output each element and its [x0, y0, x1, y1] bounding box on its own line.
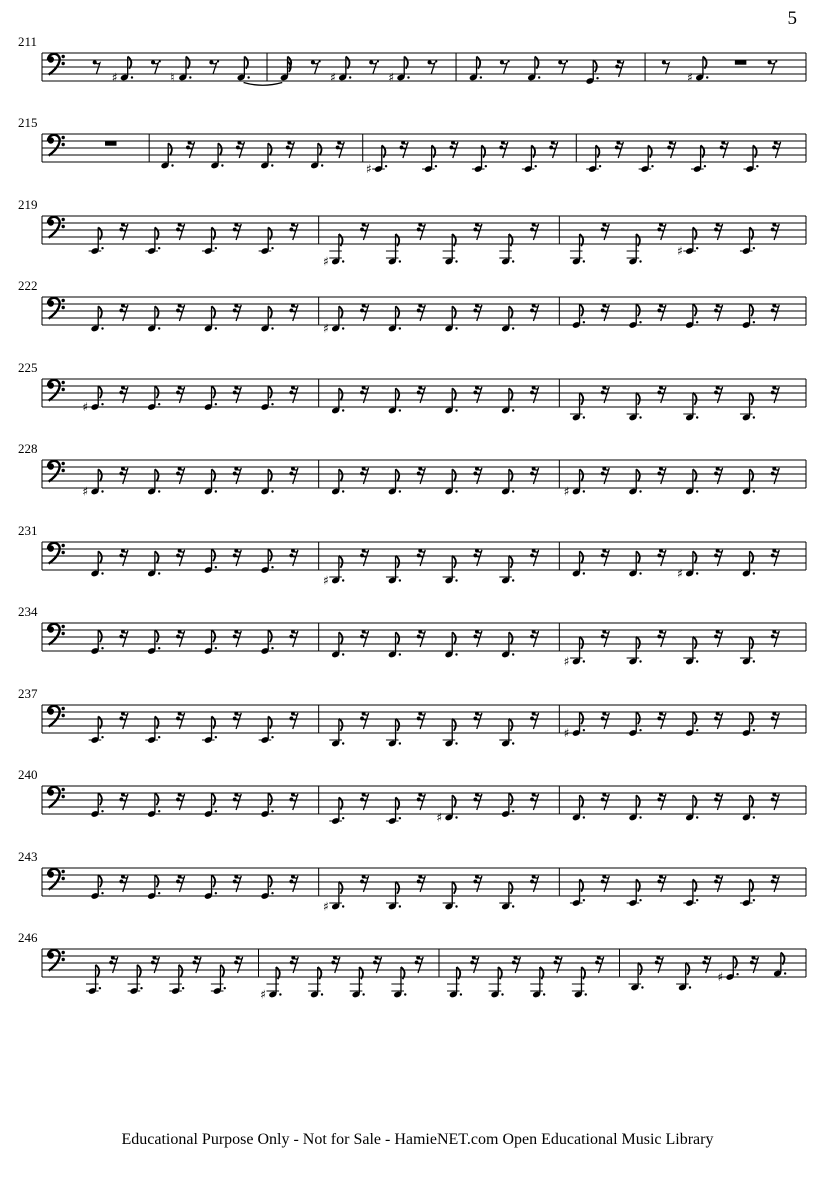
bass-clef-icon	[48, 706, 65, 727]
measure	[570, 386, 779, 422]
svg-text:♯: ♯	[388, 70, 395, 85]
measure	[564, 630, 780, 669]
staff-svg	[0, 206, 835, 282]
measure	[564, 467, 780, 499]
measure	[586, 141, 781, 173]
svg-text:♯: ♯	[677, 566, 683, 581]
system-row	[0, 768, 835, 846]
staff-svg	[0, 43, 835, 119]
measure-number: 222	[18, 278, 38, 293]
bass-clef-icon	[48, 135, 65, 156]
svg-text:♯: ♯	[677, 244, 683, 258]
svg-text:♯: ♯	[82, 484, 89, 499]
system-row	[0, 279, 835, 357]
system-row	[0, 35, 835, 113]
bass-clef-icon	[48, 461, 65, 482]
system-row	[0, 931, 835, 1009]
measure-number: 243	[18, 849, 38, 864]
bass-clef-icon	[48, 543, 65, 564]
staff-svg	[0, 532, 835, 608]
system-row	[0, 605, 835, 683]
staff-svg	[0, 613, 835, 689]
staff-svg	[0, 450, 835, 526]
measure-number: 240	[18, 767, 38, 782]
measure	[366, 141, 558, 176]
bass-clef-icon	[48, 787, 65, 808]
system-row	[0, 850, 835, 928]
measure	[570, 875, 779, 907]
svg-text:♯: ♯	[323, 899, 329, 914]
measure	[572, 549, 780, 581]
svg-text:♯: ♯	[563, 654, 570, 669]
bass-clef-icon	[48, 217, 65, 238]
svg-text:♯: ♯	[82, 400, 89, 414]
svg-text:♯: ♯	[687, 70, 693, 85]
system-row	[0, 442, 835, 520]
bass-clef-icon	[48, 54, 65, 75]
svg-text:♯: ♯	[323, 254, 329, 269]
measure	[329, 712, 538, 748]
measure	[89, 712, 298, 744]
measure	[329, 793, 538, 825]
system-row	[0, 687, 835, 765]
bass-clef-icon	[48, 950, 65, 971]
svg-text:♯: ♯	[717, 970, 724, 984]
measure-number: 237	[18, 686, 38, 701]
measure-number: 225	[18, 360, 38, 375]
bass-clef-icon	[48, 624, 65, 645]
measure	[82, 467, 298, 499]
measure-number: 219	[18, 197, 38, 212]
bass-clef-icon	[48, 380, 65, 401]
system-row	[0, 116, 835, 194]
svg-text:♯: ♯	[323, 321, 329, 336]
page-number: 5	[787, 8, 797, 29]
svg-text:♯: ♯	[330, 70, 336, 85]
staff-svg	[0, 858, 835, 934]
svg-text:♯: ♯	[323, 573, 329, 588]
measure-number: 246	[18, 930, 38, 945]
measure	[93, 57, 250, 85]
system-row	[0, 198, 835, 276]
measure	[662, 57, 778, 85]
staff-svg	[0, 776, 835, 852]
measure	[323, 549, 539, 588]
measure	[323, 304, 539, 336]
svg-text:♯: ♯	[563, 484, 570, 499]
svg-text:♯: ♯	[365, 162, 372, 176]
staff-svg	[0, 124, 835, 200]
staff-svg	[0, 939, 835, 1015]
measure	[323, 875, 539, 914]
svg-text:♮: ♮	[170, 70, 175, 85]
svg-text:♯: ♯	[436, 810, 443, 825]
measure	[105, 142, 117, 146]
measure-number: 215	[18, 115, 38, 130]
system-row	[0, 524, 835, 602]
bass-clef-icon	[48, 869, 65, 890]
svg-text:♯: ♯	[111, 70, 118, 85]
bass-clef-icon	[48, 298, 65, 319]
measure-number: 234	[18, 604, 38, 619]
measure	[89, 223, 298, 255]
measure-number: 228	[18, 441, 38, 456]
measure	[86, 956, 243, 995]
staff-svg	[0, 287, 835, 363]
measure	[629, 953, 787, 992]
staff-svg	[0, 695, 835, 771]
svg-text:♯: ♯	[260, 987, 267, 1002]
svg-text:♯: ♯	[563, 726, 570, 740]
staff-svg	[0, 369, 835, 445]
footer-text: Educational Purpose Only - Not for Sale - HamieNET.com Open Educational Music Library	[121, 1131, 714, 1148]
measure-number: 231	[18, 523, 38, 538]
system-row	[0, 361, 835, 439]
measure-number: 211	[18, 34, 38, 49]
